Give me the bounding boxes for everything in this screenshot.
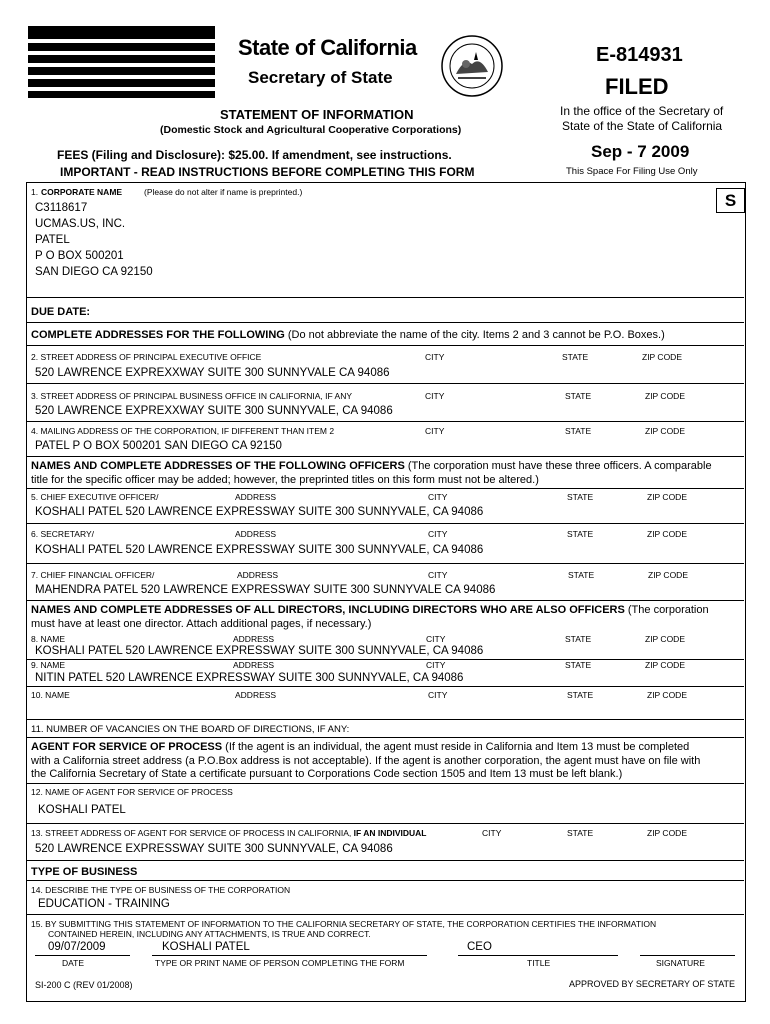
item5-zip-label: ZIP CODE	[647, 492, 687, 502]
type-box: S	[716, 188, 745, 213]
divider	[27, 600, 744, 601]
corp-addr-name: PATEL	[35, 234, 70, 246]
signature-line	[640, 955, 735, 956]
agent-header	[31, 741, 743, 782]
signature-label: SIGNATURE	[656, 958, 705, 968]
item4-value: PATEL P O BOX 500201 SAN DIEGO CA 92150	[35, 440, 282, 452]
item12-label: 12. NAME OF AGENT FOR SERVICE OF PROCESS	[31, 787, 233, 797]
item8-label: 8. NAME	[31, 634, 66, 644]
filing-date: Sep - 7 2009	[591, 142, 690, 161]
name-line	[152, 955, 427, 956]
directors-header-line2: must have at least one director. Attach additional pages, if necessary.)	[31, 617, 372, 630]
officers-header-line2: title for the specific officer may be added; however, the preprinted titles on this form must not be altered.)	[31, 473, 539, 486]
addresses-header-note: (Do not abbreviate the name of the city. Items 2 and 3 cannot be P.O. Boxes.)	[287, 329, 665, 341]
item2-city-label: CITY	[425, 352, 445, 362]
item9-state-label: STATE	[565, 660, 592, 670]
form-subtitle: (Domestic Stock and Agricultural Cooperative Corporations)	[160, 124, 462, 136]
date-line	[35, 955, 130, 956]
divider	[27, 488, 744, 489]
item5-city-label: CITY	[428, 492, 448, 502]
item5-value: KOSHALI PATEL 520 LAWRENCE EXPRESSWAY SUITE 300 SUNNYVALE, CA 94086	[35, 506, 484, 518]
agent-header-bold: AGENT FOR SERVICE OF PROCESS	[31, 741, 223, 753]
item8-value: KOSHALI PATEL 520 LAWRENCE EXPRESSWAY SUITE 300 SUNNYVALE, CA 94086	[35, 645, 484, 657]
divider	[27, 914, 744, 915]
state-seal-icon	[440, 34, 504, 98]
divider	[27, 719, 744, 720]
date-label: DATE	[62, 958, 85, 968]
item3-state-label: STATE	[565, 391, 592, 401]
item8-zip-label: ZIP CODE	[645, 634, 685, 644]
item2-label: 2. STREET ADDRESS OF PRINCIPAL EXECUTIVE OFFICE	[31, 352, 262, 362]
item9-city-label: CITY	[426, 660, 446, 670]
item10-state-label: STATE	[567, 690, 594, 700]
officers-header-bold: NAMES AND COMPLETE ADDRESSES OF THE FOLLOWING OFFICERS	[31, 460, 405, 472]
signature-date-value: 09/07/2009	[48, 941, 106, 953]
item13-label	[31, 828, 427, 838]
item3-zip-label: ZIP CODE	[645, 391, 685, 401]
state-title: State of California	[238, 35, 417, 60]
item15-line2: CONTAINED HEREIN, INCLUDING ANY ATTACHMENTS, IS TRUE AND CORRECT.	[48, 929, 371, 939]
filing-office-line2: State of the State of California	[562, 119, 723, 133]
item13-city-label: CITY	[482, 828, 502, 838]
item14-label: 14. DESCRIBE THE TYPE OF BUSINESS OF THE CORPORATION	[31, 885, 291, 895]
item1-label: CORPORATE NAME	[41, 187, 123, 197]
divider	[27, 345, 744, 346]
item9-label: 9. NAME	[31, 660, 66, 670]
divider	[27, 421, 744, 422]
item13-value: 520 LAWRENCE EXPRESSWAY SUITE 300 SUNNYVALE, CA 94086	[35, 843, 393, 855]
item10-label: 10. NAME	[31, 690, 70, 700]
agent-header-line3: the California Secretary of State a certificate pursuant to Corporations Code section 1505 and Item 13 must be left blank.)	[31, 768, 623, 780]
item7-value: MAHENDRA PATEL 520 LAWRENCE EXPRESSWAY SUITE 300 SUNNYVALE CA 94086	[35, 584, 496, 596]
title-label: TITLE	[527, 958, 551, 968]
item2-state-label: STATE	[562, 352, 589, 362]
item4-label: 4. MAILING ADDRESS OF THE CORPORATION, IF DIFFERENT THAN ITEM 2	[31, 426, 335, 436]
item7-state-label: STATE	[568, 570, 595, 580]
item4-zip-label: ZIP CODE	[645, 426, 685, 436]
signature-name-value: KOSHALI PATEL	[162, 941, 250, 953]
item15-line1: 15. BY SUBMITTING THIS STATEMENT OF INFORMATION TO THE CALIFORNIA SECRETARY OF STATE, THE CORPORATION CERTIFIES THE INFORMATION	[31, 919, 657, 929]
corp-number: C3118617	[35, 202, 88, 214]
divider	[27, 860, 744, 861]
addresses-header	[31, 329, 665, 341]
divider	[27, 880, 744, 881]
addresses-header-bold: COMPLETE ADDRESSES FOR THE FOLLOWING	[31, 329, 285, 341]
filed-status: FILED	[605, 74, 669, 99]
item13-label-text: 13. STREET ADDRESS OF AGENT FOR SERVICE OF PROCESS IN CALIFORNIA,	[31, 828, 352, 838]
item3-city-label: CITY	[425, 391, 445, 401]
item7-city-label: CITY	[428, 570, 448, 580]
item6-city-label: CITY	[428, 529, 448, 539]
item8-city-label: CITY	[426, 634, 446, 644]
approved-note: APPROVED BY SECRETARY OF STATE	[569, 979, 736, 989]
item2-zip-label: ZIP CODE	[642, 352, 682, 362]
signature-title-value: CEO	[467, 941, 492, 953]
form-number: SI-200 C (REV 01/2008)	[35, 980, 133, 990]
item14-value: EDUCATION - TRAINING	[38, 898, 170, 910]
item10-address-label: ADDRESS	[235, 690, 277, 700]
item6-address-label: ADDRESS	[235, 529, 277, 539]
form-title: STATEMENT OF INFORMATION	[220, 107, 414, 122]
divider	[27, 686, 744, 687]
item8-address-label: ADDRESS	[233, 634, 275, 644]
officers-header-note: (The corporation must have these three officers. A comparable	[407, 460, 712, 472]
directors-header-bold: NAMES AND COMPLETE ADDRESSES OF ALL DIRECTORS, INCLUDING DIRECTORS WHO ARE ALSO OFFICERS	[31, 604, 625, 616]
corp-addr-city: SAN DIEGO CA 92150	[35, 266, 153, 278]
item10-zip-label: ZIP CODE	[647, 690, 687, 700]
item2-value: 520 LAWRENCE EXPREXXWAY SUITE 300 SUNNYVALE CA 94086	[35, 367, 390, 379]
agent-header-line2: with a California street address (a P.O.Box address is not acceptable). If the agent is another corporation, the agent must have on file with	[31, 754, 701, 767]
divider	[27, 322, 744, 323]
item1-note: (Please do not alter if name is preprinted.)	[144, 187, 303, 197]
item9-address-label: ADDRESS	[233, 660, 275, 670]
item4-city-label: CITY	[425, 426, 445, 436]
filing-use-note: This Space For Filing Use Only	[566, 166, 698, 177]
due-date-label: DUE DATE:	[31, 306, 91, 318]
item13-zip-label: ZIP CODE	[647, 828, 687, 838]
divider	[27, 456, 744, 457]
filing-office-line1: In the office of the Secretary of	[560, 104, 724, 118]
item9-zip-label: ZIP CODE	[645, 660, 685, 670]
item10-city-label: CITY	[428, 690, 448, 700]
item1-number: 1.	[31, 187, 39, 197]
item7-label: 7. CHIEF FINANCIAL OFFICER/	[31, 570, 155, 580]
title-line	[458, 955, 618, 956]
corp-name: UCMAS.US, INC.	[35, 218, 126, 230]
directors-header-note: (The corporation	[627, 604, 709, 616]
name-label: TYPE OR PRINT NAME OF PERSON COMPLETING THE FORM	[155, 958, 405, 968]
item12-value: KOSHALI PATEL	[38, 804, 126, 816]
item5-state-label: STATE	[567, 492, 594, 502]
item8-state-label: STATE	[565, 634, 592, 644]
item6-zip-label: ZIP CODE	[647, 529, 687, 539]
item13-state-label: STATE	[567, 828, 594, 838]
important-line: IMPORTANT - READ INSTRUCTIONS BEFORE COMPLETING THIS FORM	[60, 165, 475, 179]
office-title: Secretary of State	[248, 68, 393, 87]
item5-label: 5. CHIEF EXECUTIVE OFFICER/	[31, 492, 159, 502]
divider	[27, 737, 744, 738]
filing-number: E-814931	[596, 44, 683, 66]
divider	[27, 823, 744, 824]
item4-state-label: STATE	[565, 426, 592, 436]
item13-label-bold: IF AN INDIVIDUAL	[353, 828, 427, 838]
business-header: TYPE OF BUSINESS	[31, 866, 138, 878]
divider	[27, 783, 744, 784]
divider	[27, 523, 744, 524]
directors-header	[31, 604, 743, 631]
divider	[27, 659, 744, 660]
item7-address-label: ADDRESS	[237, 570, 279, 580]
officers-header	[31, 460, 743, 487]
item9-value: NITIN PATEL 520 LAWRENCE EXPRESSWAY SUITE 300 SUNNYVALE, CA 94086	[35, 672, 464, 684]
item6-state-label: STATE	[567, 529, 594, 539]
corp-addr-pobox: P O BOX 500201	[35, 250, 124, 262]
item7-zip-label: ZIP CODE	[648, 570, 688, 580]
item3-label: 3. STREET ADDRESS OF PRINCIPAL BUSINESS OFFICE IN CALIFORNIA, IF ANY	[31, 391, 353, 401]
item6-value: KOSHALI PATEL 520 LAWRENCE EXPRESSWAY SUITE 300 SUNNYVALE, CA 94086	[35, 544, 484, 556]
fees-line: FEES (Filing and Disclosure): $25.00. If amendment, see instructions.	[57, 148, 452, 162]
item3-value: 520 LAWRENCE EXPREXXWAY SUITE 300 SUNNYVALE, CA 94086	[35, 405, 393, 417]
item6-label: 6. SECRETARY/	[31, 529, 94, 539]
item5-address-label: ADDRESS	[235, 492, 277, 502]
item11-label: 11. NUMBER OF VACANCIES ON THE BOARD OF DIRECTIONS, IF ANY:	[31, 724, 350, 735]
divider	[27, 563, 744, 564]
divider	[27, 297, 744, 298]
divider	[27, 383, 744, 384]
agent-header-note: (If the agent is an individual, the agent must reside in California and Item 13 must be completed	[225, 741, 690, 753]
